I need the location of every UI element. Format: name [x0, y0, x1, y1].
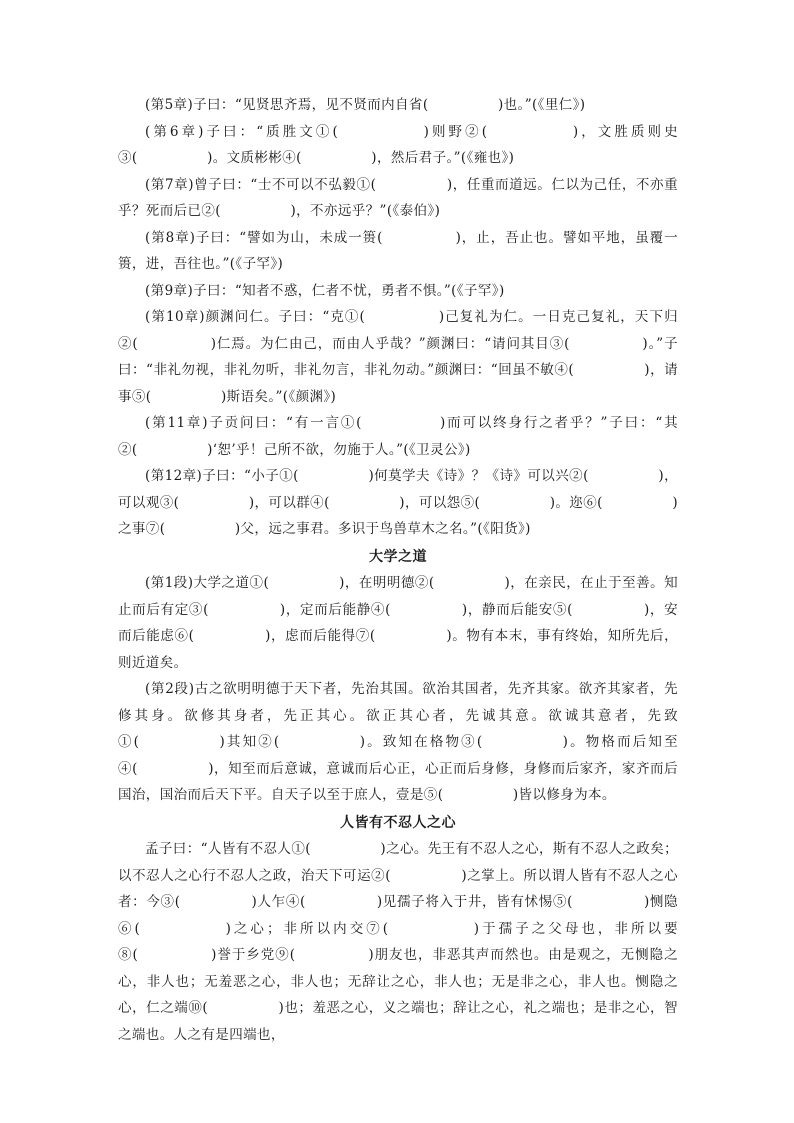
section-title-daxue: 大学之道 — [369, 548, 427, 565]
lunyu-chapter-8 — [118, 225, 678, 278]
chapter-text: (第12章)子曰：“小子①( )何莫学夫《诗》？《诗》可以兴②( )，可以观③( )，可以群④( )，可以怨⑤( )。迩⑥( )之事⑦( )父，远之事君。多识于鸟兽草木之名。”(《阳货》) — [118, 468, 678, 537]
chapter-text: (第9章)子曰：“知者不惑，仁者不忧，勇者不惧。”(《子罕》) — [145, 282, 505, 299]
lunyu-chapter-12 — [118, 463, 678, 543]
chapter-text: (第11章)子贡问曰：“有一言①( )而可以终身行之者乎？”子曰：“其②( )‘恕’乎！己所不欲，勿施于人。”(《卫灵公》) — [118, 415, 678, 458]
lunyu-chapter-6 — [118, 119, 678, 172]
paragraph-text: 孟子曰：“人皆有不忍人①( )之心。先王有不忍人之心，斯有不忍人之政矣；以不忍人之心行不忍人之政，治天下可运②( )之掌上。所以谓人皆有不忍人之心者：今③( )人乍④( )见孺子将入于井，皆有怵惕⑤( )恻隐⑥( )之心；非所以内交⑦( )于孺子之父母也，非所以要⑧( )誉于乡党⑨( )朋友也，非恶其声而然也。由是观之，无恻隐之心，非人也；无羞恶之心，非人也；无辞让之心，非人也；无是非之心，非人也。恻隐之心，仁之端⑩( )也；羞恶之心，义之端也；辞让之心，礼之端也；是非之心，智之端也。人之有是四端也， — [118, 841, 678, 1043]
lunyu-chapter-11 — [118, 410, 678, 463]
chapter-text: (第6章)子曰：“质胜文①( )则野②( )，文胜质则史③( )。文质彬彬④( )，然后君子。”(《雍也》) — [118, 123, 678, 166]
lunyu-chapter-5 — [118, 92, 678, 119]
document-body — [118, 92, 678, 1048]
chapter-text: (第5章)子曰：“见贤思齐焉，见不贤而内自省( )也。”(《里仁》) — [145, 97, 586, 113]
paragraph-text: (第2段)古之欲明明德于天下者，先治其国。欲治其国者，先齐其家。欲齐其家者，先修其身。欲修其身者，先正其心。欲正其心者，先诚其意。欲诚其意者，先致①( )其知②( )。致知在格物③( )。物格而后知至④( )，知至而后意诚，意诚而后心正，心正而后身修，身修而后家齐，家齐而后国治，国治而后天下平。自天子以至于庶人，壹是⑤( )皆以修身为本。 — [118, 681, 678, 803]
renjie-paragraph-1 — [118, 836, 678, 1048]
chapter-text: (第10章)颜渊问仁。子曰：“克①( )己复礼为仁。一日克己复礼，天下归②( )仁焉。为仁由己，而由人乎哉？”颜渊曰：“请问其目③( )。”子曰：“非礼勿视，非礼勿听，非礼勿言，非礼勿动。”颜渊曰：“回虽不敏④( )，请事⑤( )斯语矣。”(《颜渊》) — [118, 309, 678, 405]
daxue-paragraph-1 — [118, 570, 678, 676]
paragraph-text: (第1段)大学之道①( )，在明明德②( )，在亲民，在止于至善。知止而后有定③( )，定而后能静④( )，静而后能安⑤( )，安而后能虑⑥( )，虑而后能得⑦( )。物有本末，事有终始，知所先后，则近道矣。 — [118, 575, 678, 671]
lunyu-chapter-9 — [118, 278, 678, 305]
chapter-text: (第8章)子曰：“譬如为山，未成一篑( )，止，吾止也。譬如平地，虽覆一篑，进，吾往也。”(《子罕》) — [118, 229, 678, 272]
lunyu-chapter-10 — [118, 304, 678, 410]
chapter-text: (第7章)曾子曰：“士不可以不弘毅①( )，任重而道远。仁以为己任，不亦重乎？死而后已②( )，不亦远乎？”(《泰伯》) — [118, 176, 678, 219]
daxue-paragraph-2 — [118, 676, 678, 809]
lunyu-chapter-7 — [118, 172, 678, 225]
section-title-renjie: 人皆有不忍人之心 — [340, 814, 456, 831]
